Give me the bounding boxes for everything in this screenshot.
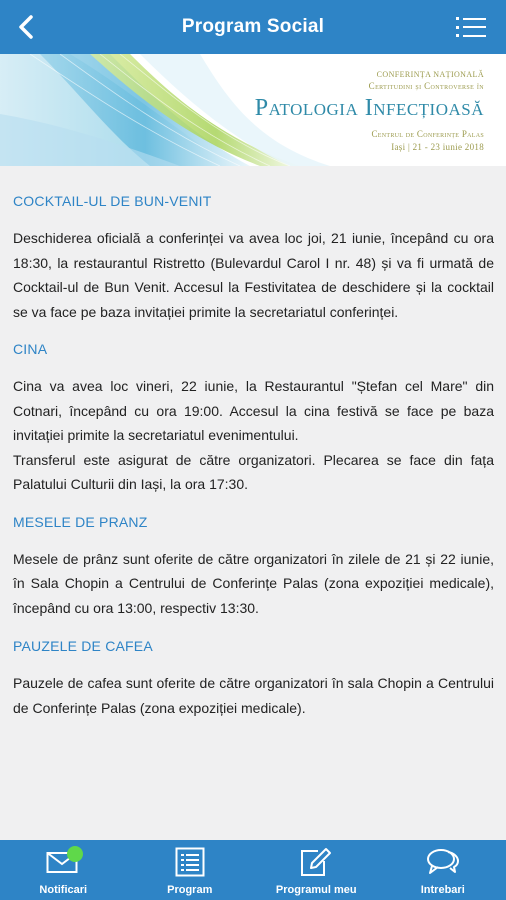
section-text-pranz: Mesele de prânz sunt oferite de către organizatori în zilele de 21 și 22 iunie, în Sala Chopin a Centrului de Conferințe Palas (zona expoziției medicale), începând cu ora 13:00, respectiv 13:30. xyxy=(13,550,494,616)
page-title: Program Social xyxy=(181,16,325,37)
banner-title: Patologia Infecțioasă xyxy=(254,95,484,121)
section-text-cina: Cina va avea loc vineri, 22 iunie, la Restaurantul "Ștefan cel Mare" din Cotnari, începând cu ora 19:00. Accesul la cina festivă se face pe baza invitației primite la secretariatul evenimentului. Transferul este asigurat de către organizatori. Plecarea se face din fața Palatului Culturii din Iași, la ora 17:30. xyxy=(13,378,494,492)
nav-label-program: Program xyxy=(167,884,213,896)
banner-subtitle: Certitudini și Controverse în xyxy=(368,81,484,91)
nav-label-notificari: Notificari xyxy=(39,884,88,896)
nav-programul-meu[interactable] xyxy=(253,840,380,900)
notification-badge xyxy=(67,846,83,862)
chat-icon xyxy=(425,846,461,878)
menu-icon xyxy=(456,17,486,20)
back-button[interactable] xyxy=(8,9,44,45)
banner-date: Iași | 21 - 23 iunie 2018 xyxy=(391,142,484,152)
section-text-cafea: Pauzele de cafea sunt oferite de către organizatori în sala Chopin a Centrului de Conferințe Palas (zona expoziției medicale). xyxy=(13,675,494,716)
chevron-left-icon xyxy=(16,14,36,40)
app-header xyxy=(0,0,506,54)
nav-label-programul-meu: Programul meu xyxy=(275,884,357,896)
nav-label-intrebari: Intrebari xyxy=(420,884,465,896)
banner-venue: Centrul de Conferințe Palas xyxy=(371,129,484,139)
social-program-content xyxy=(0,166,506,720)
section-heading-pranz: MESELE DE PRANZ xyxy=(13,513,148,530)
section-heading-cina: CINA xyxy=(13,341,48,357)
section-heading-cafea: PAUZELE DE CAFEA xyxy=(13,638,153,654)
nav-intrebari[interactable] xyxy=(380,840,506,900)
section-text-cocktail: Deschiderea oficială a conferinței va avea loc joi, 21 iunie, începând cu ora 18:30, la restaurantul Ristretto (Bulevardul Carol I nr. 48) și va fi urmată de Cocktail-ul de Bun Venit. Accesul la Festivitatea de deschidere și la cocktail se va face pe baza invitației primite la secretariatul conferinței. xyxy=(13,230,494,320)
list-icon xyxy=(172,846,208,878)
nav-notificari[interactable] xyxy=(0,840,127,900)
edit-icon xyxy=(298,846,334,878)
conference-banner xyxy=(0,54,506,166)
section-heading-cocktail: COCKTAIL-UL DE BUN-VENIT xyxy=(13,193,212,209)
banner-conference-type: CONFERINȚA NAȚIONALĂ xyxy=(376,70,484,79)
menu-button[interactable] xyxy=(456,14,486,40)
bottom-navigation xyxy=(0,840,506,900)
nav-program[interactable] xyxy=(127,840,254,900)
envelope-icon xyxy=(45,846,81,878)
